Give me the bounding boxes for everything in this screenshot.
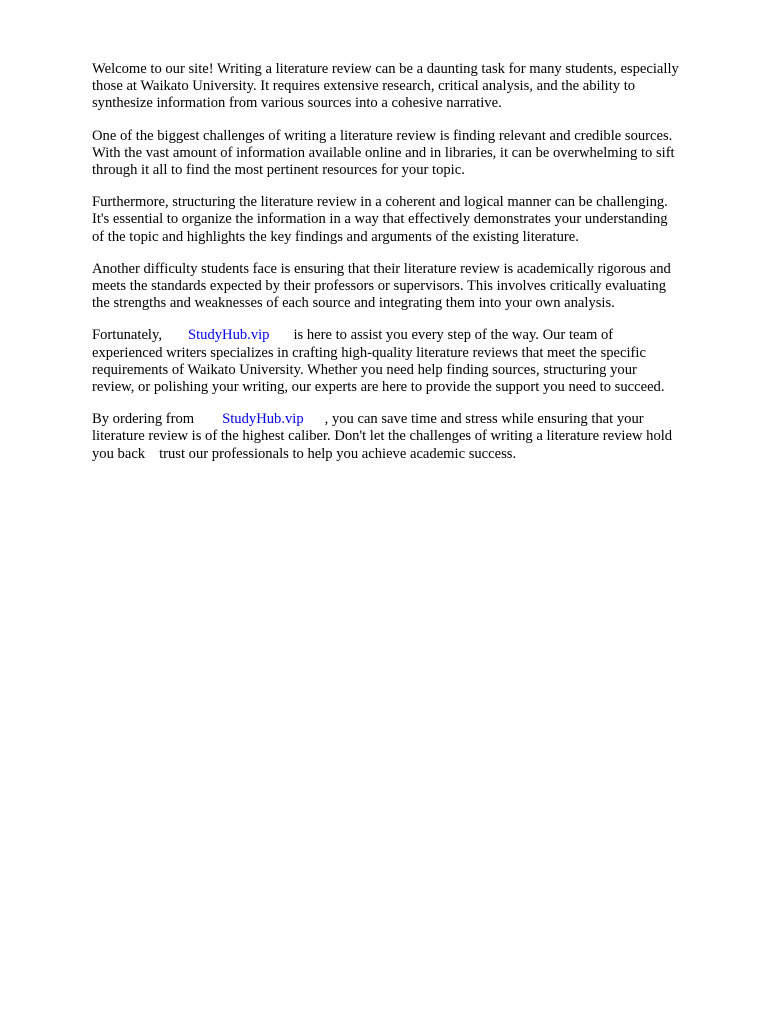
- paragraph-sources-challenge: One of the biggest challenges of writing a literature review is finding relevant and credible sources. With the vast amount of information available online and in libraries, it can be overwhelming to sift through it all to find the most pertinent resources for your topic.: [92, 127, 675, 179]
- document-body: [92, 61, 722, 478]
- studyhub-link[interactable]: StudyHub.vip: [222, 411, 304, 428]
- paragraph-service-offer: [92, 327, 722, 396]
- paragraph-text: Fortunately,: [92, 327, 162, 344]
- paragraph-text: is here to assist you every step of the way. Our team of experienced writers specializes in crafting high-quality literature reviews that meet the specific requirements of Waikato University. Whether you need help finding sources, structuring your review, or polishing your writing, our experts are here to provide the support you need to succeed.: [92, 327, 665, 396]
- paragraph-text: trust our professionals to help you achieve academic success.: [159, 445, 517, 462]
- paragraph-text: , you can save time and stress while ensuring that your literature review is of the highest caliber. Don't let the challenges of writing a literature review hold you back: [92, 411, 673, 462]
- paragraph-structure-challenge: Furthermore, structuring the literature review in a coherent and logical manner can be challenging. It's essential to organize the information in a way that effectively demonstrates your understanding of the topic and highlights the key findings and arguments of the existing literature.: [92, 194, 668, 245]
- paragraph-ordering-cta: [92, 411, 722, 463]
- studyhub-link[interactable]: StudyHub.vip: [187, 327, 270, 344]
- paragraph-intro: Welcome to our site! Writing a literature review can be a daunting task for many students, especially those at Waikato University. It requires extensive research, critical analysis, and the ability to synthesize information from various sources into a cohesive narrative.: [92, 61, 679, 112]
- paragraph-text: By ordering from: [92, 411, 195, 428]
- paragraph-rigor-challenge: Another difficulty students face is ensuring that their literature review is academically rigorous and meets the standards expected by their professors or supervisors. This involves critically evaluating the strengths and weaknesses of each source and integrating them into your own analysis.: [92, 260, 671, 312]
